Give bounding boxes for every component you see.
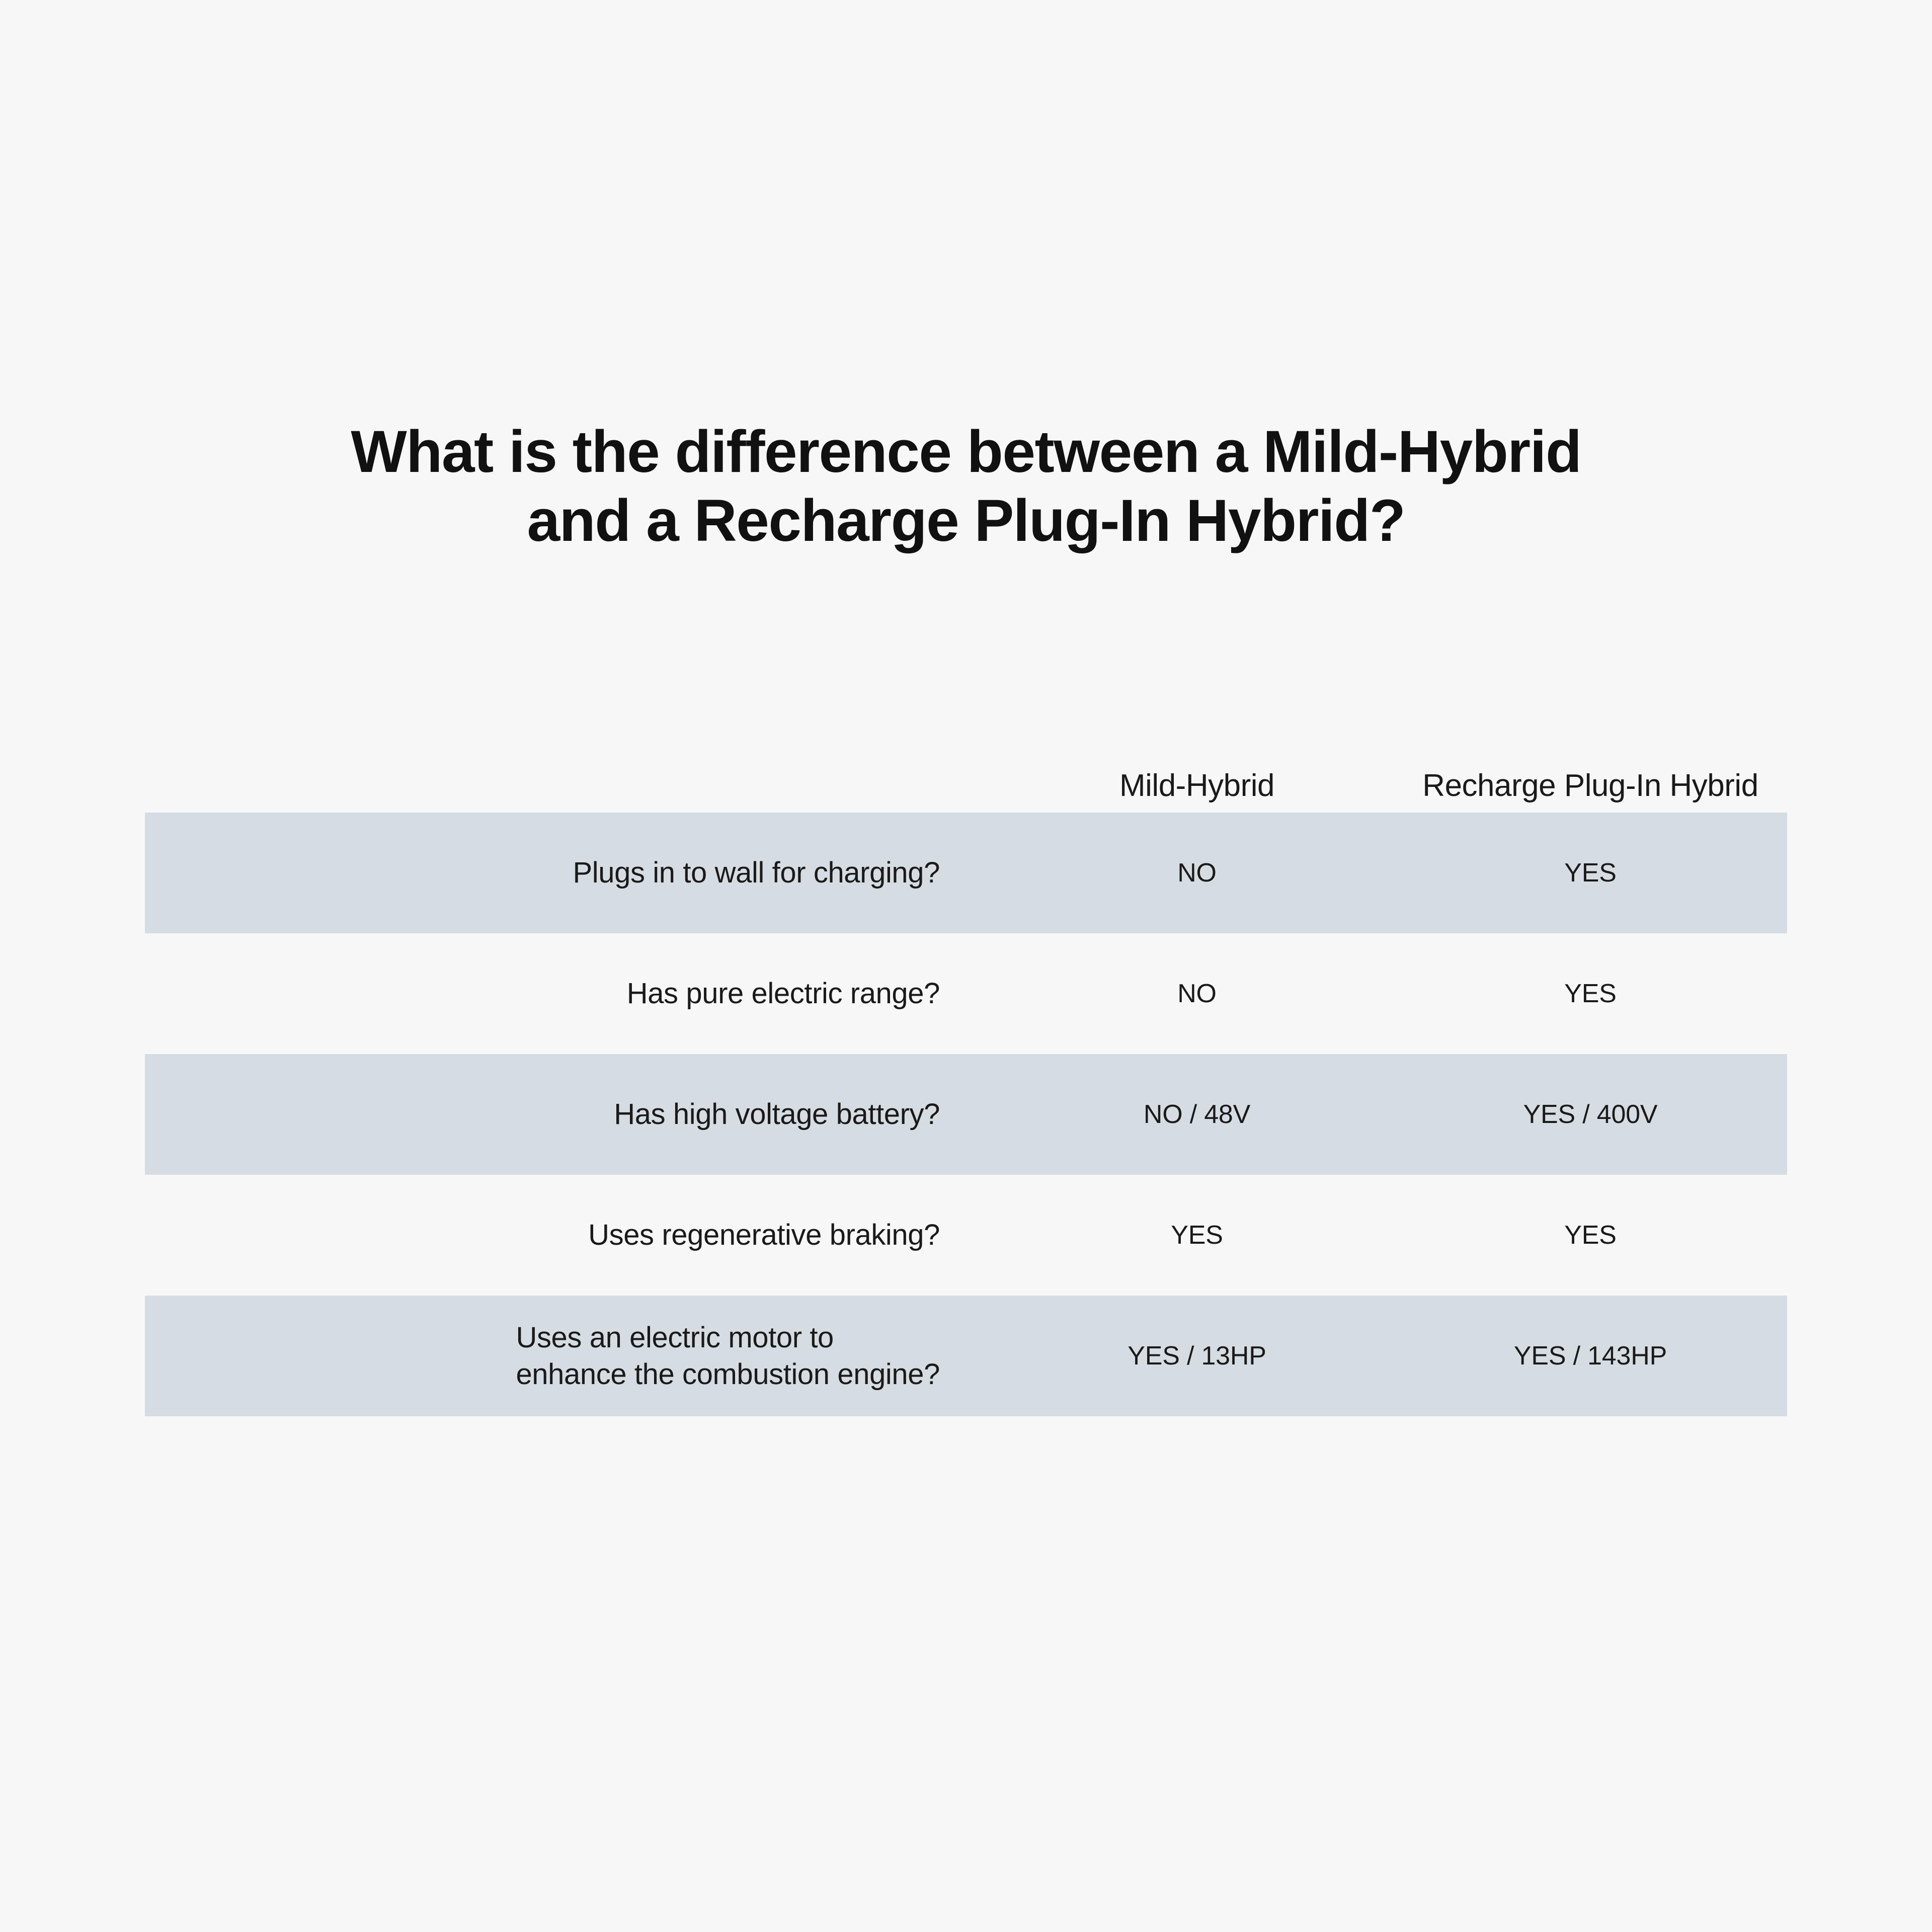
row-value-mild-hybrid: YES xyxy=(1171,1221,1223,1250)
row-label xyxy=(145,854,1000,891)
row-label-line: Has pure electric range? xyxy=(626,977,940,1010)
row-value-mild-hybrid: YES / 13HP xyxy=(1128,1341,1266,1371)
row-value-mild-hybrid: NO xyxy=(1177,979,1217,1008)
header-recharge-plug-in-hybrid: Recharge Plug-In Hybrid xyxy=(1422,768,1758,803)
table-header-row xyxy=(145,719,1787,813)
comparison-table xyxy=(145,719,1787,1416)
table-row xyxy=(145,933,1787,1054)
row-label xyxy=(145,975,1000,1012)
table-row xyxy=(145,1054,1787,1175)
page-title-line-2: and a Recharge Plug-In Hybrid? xyxy=(527,487,1405,554)
row-value-plug-in-hybrid: YES xyxy=(1564,979,1617,1008)
table-row xyxy=(145,1175,1787,1296)
row-label-line: Plugs in to wall for charging? xyxy=(573,856,940,890)
row-label-line: Has high voltage battery? xyxy=(614,1098,940,1131)
table-row xyxy=(145,813,1787,933)
row-value-plug-in-hybrid: YES xyxy=(1564,858,1617,888)
row-value-plug-in-hybrid: YES / 143HP xyxy=(1513,1341,1667,1371)
row-label xyxy=(145,1319,1000,1393)
row-label xyxy=(145,1217,1000,1253)
row-label xyxy=(145,1096,1000,1133)
row-value-mild-hybrid: NO / 48V xyxy=(1143,1100,1251,1129)
header-blank-cell xyxy=(145,803,1000,813)
row-value-plug-in-hybrid: YES xyxy=(1564,1221,1617,1250)
page-title-line-1: What is the difference between a Mild-Hybrid xyxy=(351,419,1581,485)
table-row xyxy=(145,1296,1787,1416)
header-mild-hybrid: Mild-Hybrid xyxy=(1119,768,1274,803)
row-label-line: Uses an electric motor to xyxy=(516,1321,834,1354)
row-label-line: Uses regenerative braking? xyxy=(588,1219,940,1252)
row-value-plug-in-hybrid: YES / 400V xyxy=(1523,1100,1658,1129)
row-value-mild-hybrid: NO xyxy=(1177,858,1217,888)
row-label-line: enhance the combustion engine? xyxy=(516,1358,940,1391)
page-title xyxy=(282,418,1650,555)
